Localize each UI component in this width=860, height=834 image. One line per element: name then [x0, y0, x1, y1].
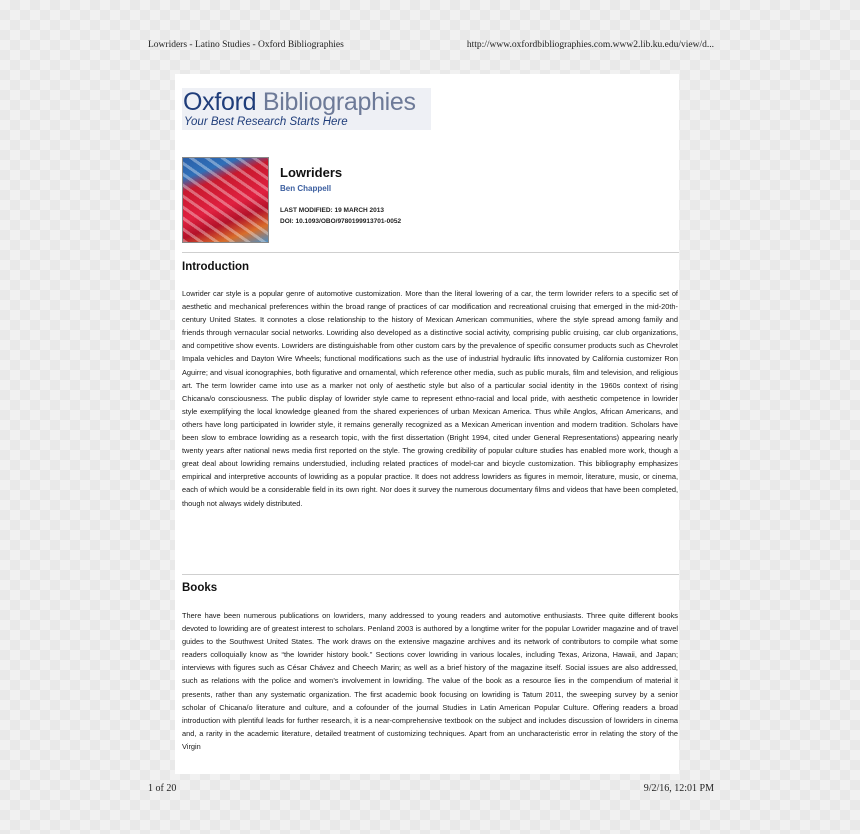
introduction-body: Lowrider car style is a popular genre of automotive customization. More than the literal lowering of a car, the term lowrider refers to a specific set of aesthetic and mechanical preferences within the broad range of practices of car modification and recreational cruising that emerged in the mid-20th-century United States. It connotes a close relationship to the history of Mexican American communities, where the style spread among family and friends through vernacular social networks. Lowriding also developed as a distinctive social activity, comprising public cruising, car club organizations, and competitive show events. Lowriders are distinguishable from other custom cars by the prevalence of specific consumer products such as Chevrolet Impala vehicles and Dayton Wire Wheels; functional modifications such as the use of industrial hydraulic lifts innovated by California customizer Ron Aguirre; and visual iconographies, both figurative and ornamental, which reference other media, such as public murals, film and television, and religious art. The term lowrider came into use as a marker not only of aesthetic style but also of a particular social identity in the 1960s context of rising Chicana/o consciousness. The public display of lowrider style came to represent ethno-racial and local pride, with aesthetic competence in lowrider style exemplifying the local knowledge gleaned from the shared experiences of urban Mexican America. Thus while Anglos, African Americans, and others have long participated in lowrider style, it remains generally recognized as a Mexican American invention and modern tradition. Scholars have been slow to embrace lowriding as a research topic, with the first dissertation (Bright 1994, cited under General Representations) appearing nearly twenty years after national news media first reported on the style. The growing credibility of popular culture studies has enabled more work, though a great deal about lowriding remains understudied, including related practices of model-car and bicycle customization. This bibliography emphasizes empirical and interpretive accounts of lowriding as a popular practice. It does not address lowriders as figures in memoir, literature, music, or cinema, each of which would be a considerable field in its own right. Nor does it survey the numerous documentary films and videos that have been completed, though not always widely distributed. — [182, 289, 678, 508]
print-header-title: Lowriders - Latino Studies - Oxford Bibliographies — [148, 40, 344, 50]
logo-brand-oxford: Oxford — [183, 88, 257, 116]
books-body: There have been numerous publications on lowriders, many addressed to young readers and automotive enthusiasts. Three quite different books devoted to lowriding are of greatest interest to scholars. Penland 2003 is authored by a longtime writer for the popular Lowrider magazine and of travel guides to the Southwest United States. The work draws on the extensive magazine archives and its network of contributors to compile what some readers colloquially know as “the lowrider history book.” Sections cover lowriding in various locales, including Texas, Arizona, Hawaii, and Japan; interviews with figures such as César Chávez and Cheech Marin; as well as a brief history of the magazine itself. Social issues are also addressed, such as relations with the police and women’s involvement in lowriding. The value of the book as a resource lies in the compendium of material it presents, rather than any systematic organization. The first academic book focusing on lowriding is Tatum 2011, the sweeping survey by a senior scholar of Chicana/o literature and culture, and a cofounder of the journal Studies in Latin American Popular Culture. Offering readers a broad introduction with plentiful leads for further research, it is a near-comprehensive textbook on the subject and includes discussion of lowriders in cinema and, a rarity in the academic literature, detailed treatment of customizing techniques. Apart from an uncharacteristic error in relating the story of the Virgin — [182, 611, 678, 751]
print-header-url[interactable]: http://www.oxfordbibliographies.com.www2.lib.ku.edu/view/d... — [466, 40, 714, 50]
article-title: Lowriders — [280, 165, 343, 180]
logo-wordmark — [183, 88, 416, 116]
introduction-heading: Introduction — [182, 261, 250, 273]
page-cutoff-fade — [175, 760, 679, 774]
last-modified: LAST MODIFIED: 19 MARCH 2013 — [280, 207, 385, 214]
article-cover-image — [182, 157, 269, 243]
logo-tagline: Your Best Research Starts Here — [184, 116, 348, 128]
print-datetime: 9/2/16, 12:01 PM — [643, 783, 714, 794]
section-divider — [182, 252, 679, 253]
logo-brand-bibliographies: Bibliographies — [262, 88, 416, 116]
page-number: 1 of 20 — [148, 783, 177, 794]
doi: DOI: 10.1093/OBO/9780199913701-0052 — [280, 218, 402, 225]
document-page — [175, 74, 679, 774]
oxford-bibliographies-logo[interactable] — [182, 88, 431, 130]
print-header — [148, 40, 714, 50]
print-footer — [148, 783, 714, 794]
article-author-link[interactable]: Ben Chappell — [280, 184, 332, 193]
books-heading: Books — [182, 582, 218, 594]
section-divider — [182, 574, 679, 575]
